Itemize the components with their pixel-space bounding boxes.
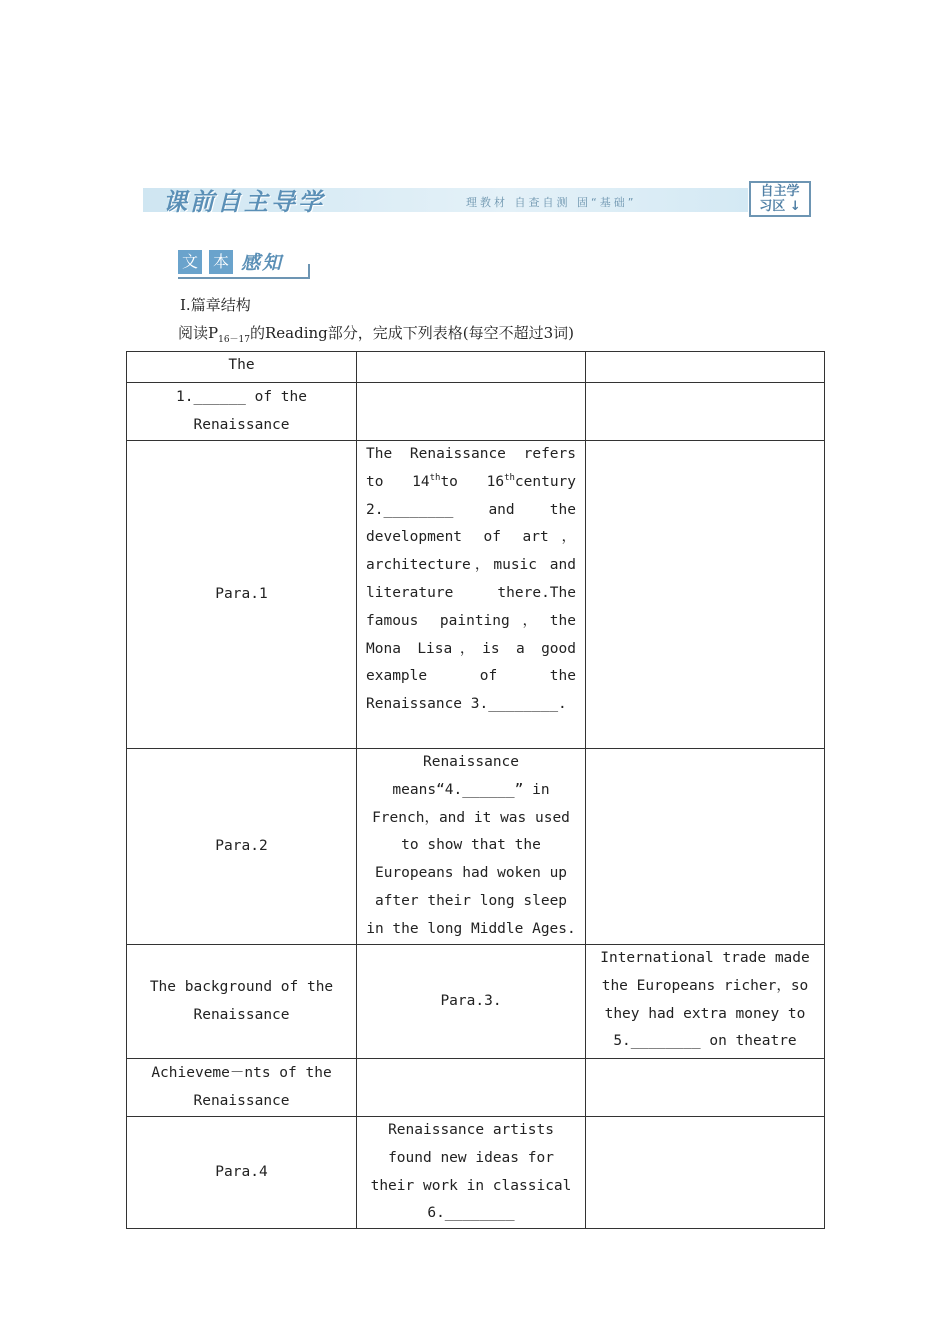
instruction: 阅读$P_{16-17}$的Reading部分，完成下列表格(每空不超过3词)	[178, 324, 575, 345]
tag-underline	[178, 277, 310, 279]
cell	[586, 1117, 825, 1229]
cell: 1.______ of the Renaissance	[127, 383, 357, 441]
table-row	[127, 441, 825, 749]
cell	[586, 1059, 825, 1117]
structure-table	[126, 351, 825, 1229]
cell: Renaissance means“4.______” in French，and it was used to show that the Europeans had woken up after their long sleep in the long Middle Ages.	[357, 749, 586, 945]
cell	[357, 383, 586, 441]
self-study-box-line2: 习区 ↓	[759, 199, 801, 214]
table-row	[127, 1059, 825, 1117]
table-row	[127, 352, 825, 383]
cell: Para.4	[127, 1117, 357, 1229]
cell	[586, 441, 825, 749]
cell	[357, 1059, 586, 1117]
cell	[586, 383, 825, 441]
cell	[586, 352, 825, 383]
cell	[586, 749, 825, 945]
section-banner	[143, 182, 813, 218]
table-row	[127, 1117, 825, 1229]
section-tag	[178, 250, 310, 280]
cell: Para.2	[127, 749, 357, 945]
banner-title: 课前自主导学	[163, 188, 325, 216]
tag-char-2: 本	[209, 250, 233, 274]
cell: The	[127, 352, 357, 383]
cell: Renaissance artists found new ideas for their work in classical 6.________	[357, 1117, 586, 1229]
table-row	[127, 945, 825, 1059]
table-row	[127, 749, 825, 945]
self-study-box-line1: 自主学	[760, 184, 800, 199]
cell: The background of the Renaissance	[127, 945, 357, 1059]
cell: The Renaissance refers to 14thto 16thcentury 2.________ and the development of art，architecture，music and literature there.The famous painting，the Mona Lisa，is a good example of the Renaissance 3.________.	[357, 441, 586, 749]
tag-char-1: 文	[178, 250, 202, 274]
tag-tick	[308, 264, 310, 279]
cell: Para.1	[127, 441, 357, 749]
self-study-box	[749, 181, 811, 217]
section-heading: Ⅰ.篇章结构	[180, 296, 251, 314]
cell: International trade made the Europeans richer，so they had extra money to 5.________ on theatre	[586, 945, 825, 1059]
cell: Achieveme－nts of the Renaissance	[127, 1059, 357, 1117]
cell: Para.3.	[357, 945, 586, 1059]
table-row	[127, 383, 825, 441]
arrow-down-icon: ↓	[789, 199, 801, 214]
banner-subtitle: 理教材 自查自测 固“基础”	[466, 196, 637, 209]
tag-handwritten: 感知	[241, 252, 284, 274]
cell	[357, 352, 586, 383]
